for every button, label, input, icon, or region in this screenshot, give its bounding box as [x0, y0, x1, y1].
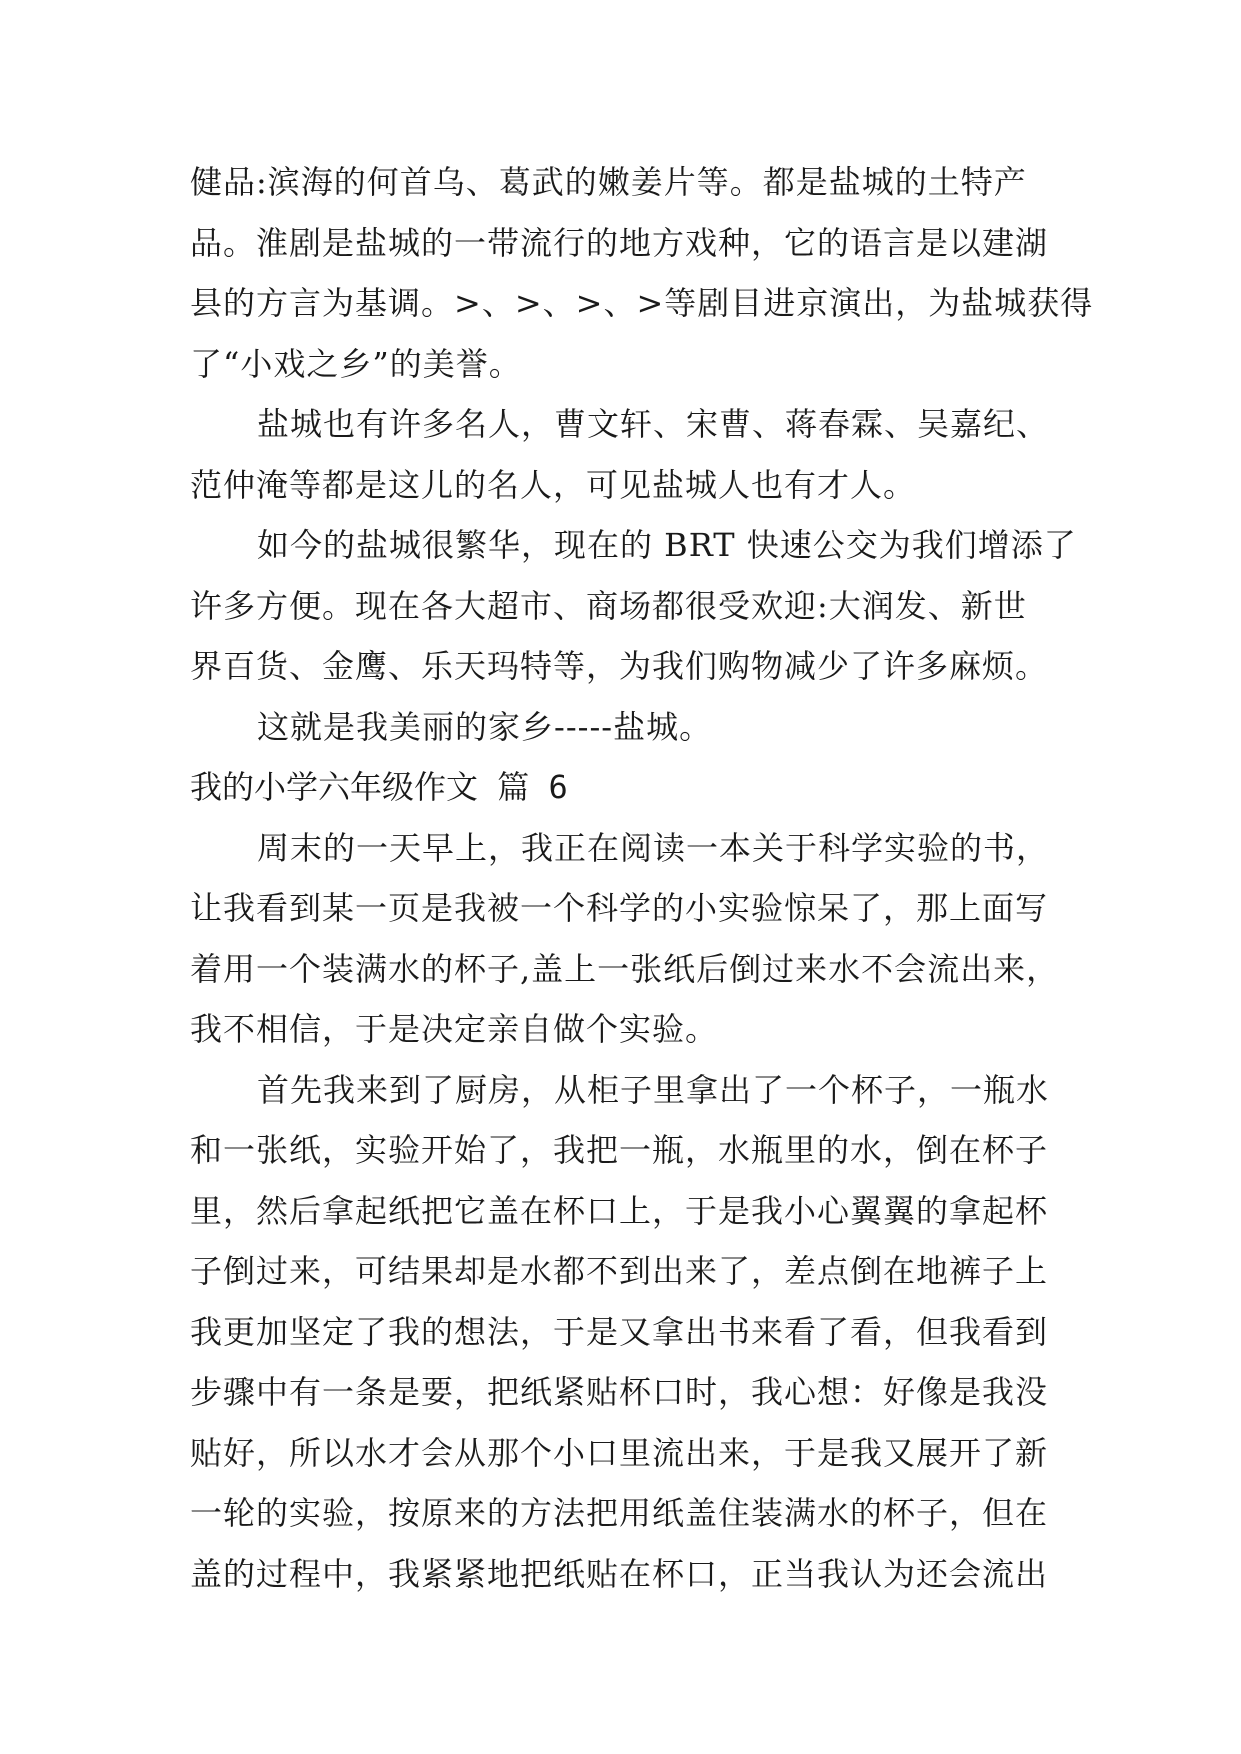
text-line: 让我看到某一页是我被一个科学的小实验惊呆了，那上面写 [190, 889, 1049, 927]
paragraph-first-line: 首先我来到了厨房，从柜子里拿出了一个杯子，一瓶水 [257, 1070, 1050, 1109]
text-line: 盖的过程中，我紧紧地把纸贴在杯口，正当我认为还会流出 [190, 1554, 1049, 1593]
text-line: 着用一个装满水的杯子,盖上一张纸后倒过来水不会流出来， [190, 949, 1060, 988]
document-body [190, 152, 1094, 1604]
text-line: 贴好，所以水才会从那个小口里流出来，于是我又展开了新 [190, 1433, 1049, 1472]
text-line: 子倒过来，可结果却是水都不到出来了，差点倒在地裤子上 [190, 1252, 1049, 1290]
paragraph-first-line: 这就是我美丽的家乡-----盐城。 [257, 707, 713, 746]
text-line: 界百货、金鹰、乐天玛特等，为我们购物减少了许多麻烦。 [190, 647, 1049, 685]
paragraph-first-line: 周末的一天早上，我正在阅读一本关于科学实验的书， [257, 828, 1050, 867]
text-line: 了“小戏之乡”的美誉。 [190, 344, 522, 383]
text-line: 范仲淹等都是这儿的名人，可见盐城人也有才人。 [190, 465, 917, 504]
text-line: 和一张纸，实验开始了，我把一瓶，水瓶里的水，倒在杯子 [190, 1131, 1049, 1169]
text-line: 一轮的实验，按原来的方法把用纸盖住装满水的杯子，但在 [190, 1494, 1049, 1532]
text-line: 县的方言为基调。>、>、>、>等剧目进京演出，为盐城获得 [190, 284, 1094, 322]
paragraph-first-line: 如今的盐城很繁华，现在的 BRT 快速公交为我们增添了 [257, 526, 1077, 564]
text-line: 里，然后拿起纸把它盖在杯口上，于是我小心翼翼的拿起杯 [190, 1191, 1049, 1230]
text-line: 健品:滨海的何首乌、葛武的嫩姜片等。都是盐城的土特产 [190, 163, 1027, 201]
paragraph-first-line: 盐城也有许多名人，曹文轩、宋曹、蒋春霖、吴嘉纪、 [257, 405, 1050, 443]
text-line: 我更加坚定了我的想法，于是又拿出书来看了看，但我看到 [190, 1312, 1049, 1351]
text-line: 品。淮剧是盐城的一带流行的地方戏种，它的语言是以建湖 [190, 223, 1049, 262]
text-line: 许多方便。现在各大超市、商场都很受欢迎:大润发、新世 [190, 586, 1027, 625]
section-heading: 我的小学六年级作文 篇 6 [190, 768, 568, 806]
text-line: 步骤中有一条是要，把纸紧贴杯口时，我心想：好像是我没 [190, 1373, 1049, 1411]
text-line: 我不相信，于是决定亲自做个实验。 [190, 1010, 719, 1048]
